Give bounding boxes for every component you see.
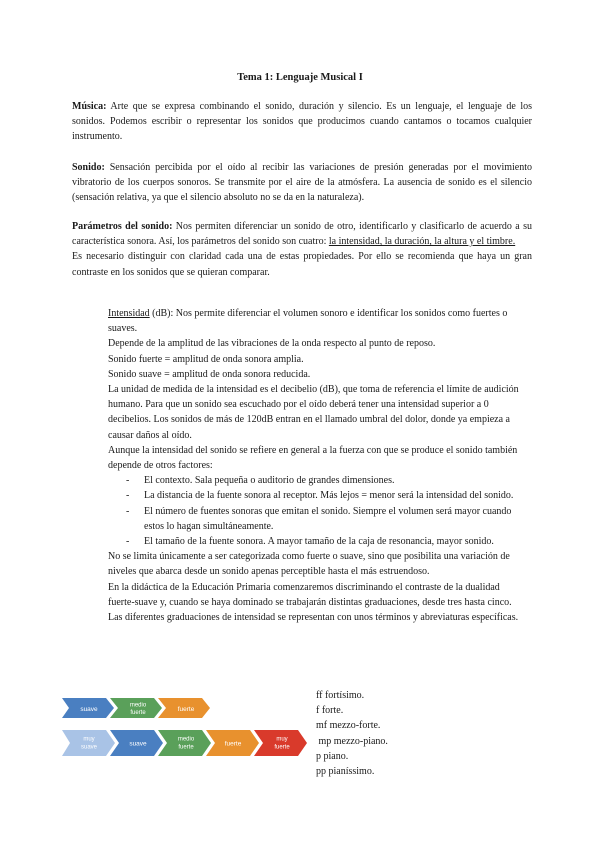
chevron-suave <box>62 698 114 718</box>
abbreviation-item: mf mezzo-forte. <box>316 720 381 732</box>
chevron-label: medio <box>129 702 147 709</box>
paragraph-parametros <box>72 219 532 280</box>
chevron-label: fuerte <box>224 740 242 748</box>
chevron-shape <box>62 730 115 756</box>
chevron-label: fuerte <box>177 706 195 713</box>
chevron-suave <box>110 730 163 756</box>
intensidad-line: Sonido fuerte = amplitud de onda sonora amplia. <box>108 353 304 365</box>
chevron-label: muy <box>276 736 288 743</box>
term-parametros: Parámetros del sonido: <box>72 221 173 232</box>
bullet-text: El número de fuentes sonoras que emitan el sonido. Siempre el volumen será mayor cuando estos lo hagan simultáneamente. <box>144 505 512 532</box>
paragraph-musica <box>72 99 532 145</box>
term-sonido: Sonido: <box>72 162 105 173</box>
chevron-muy-suave <box>62 730 115 756</box>
chevron-label: suave <box>80 706 98 713</box>
bullet-text: La distancia de la fuente sonora al receptor. Más lejos = menor será la intensidad del sonido. <box>144 490 514 502</box>
chevron-label: medio <box>177 736 195 743</box>
abbreviation-item: ff fortísimo. <box>316 690 365 701</box>
chevron-label: muy <box>83 736 95 743</box>
abbreviation-item: p piano. <box>316 750 349 762</box>
chevron-label-2: fuerte <box>130 710 146 716</box>
intensidad-closing: En la didáctica de la Educación Primaria comenzaremos discriminando el contraste de la dualidad fuerte-suave y, cuando se haya dominado se trabajarán distintas graduaciones, desde tres hasta cinco. <box>108 581 512 608</box>
intensity-chevrons-5-levels <box>62 728 314 758</box>
term-musica: Música: <box>72 101 107 112</box>
bullet-mark: - <box>126 536 130 548</box>
text-musica: Arte que se expresa combinando el sonido, duración y silencio. Es un lenguaje, el lenguaje de los sonidos. Podemos escribir o representar los sonidos que producimos cuando cantamos o tocamos cualquier instrumento. <box>72 101 532 143</box>
chevron-fuerte <box>206 730 259 756</box>
chevron-shape <box>254 730 307 756</box>
text-parametros: Nos permiten diferenciar un sonido de otro, identificarlo y clasificarlo de acuerdo a su característica sonora. Así, los parámetros del sonido son cuatro: <box>72 221 532 248</box>
abbreviation-item: mp mezzo-piano. <box>316 735 388 747</box>
chevron-label-2: suave <box>80 744 98 751</box>
chevron-label-2: fuerte <box>274 744 290 751</box>
chevron-medio-fuerte <box>110 698 162 718</box>
intensidad-section <box>108 306 528 625</box>
chevron-fuerte <box>158 698 210 718</box>
intensidad-closing: Las diferentes graduaciones de intensidad se representan con unos términos y abreviaturas específicas. <box>108 612 519 624</box>
abbreviation-item: f forte. <box>316 705 344 717</box>
intensidad-line: La unidad de medida de la intensidad es el decibelio (dB), que toma de referencia el límite de audición humano. Para que un sonido sea escuchado por el oído deberá tener una intensidad superior a 0 decibelios. Los sonidos de más de 120dB entran en el llamado umbral del dolor, donde ya empieza a causar daños al oído. <box>108 384 519 441</box>
text-sonido: Sensación percibida por el oído al recibir las variaciones de presión generadas por el movimiento vibratorio de los cuerpos sonoros. Se transmite por el aire de la atmósfera. La ausencia de sonido es el silencio (sensación relativa, ya que el silencio absoluto no se da en la naturaleza). <box>72 162 532 204</box>
list-item <box>108 488 528 503</box>
list-item <box>108 473 528 488</box>
chevron-label: suave <box>129 740 147 748</box>
chevron-label-2: fuerte <box>178 744 194 751</box>
bullet-text: El contexto. Sala pequeña o auditorio de grandes dimensiones. <box>144 475 395 487</box>
paragraph-sonido <box>72 160 532 206</box>
intensidad-definition: (dB): Nos permite diferenciar el volumen sonoro e identificar los sonidos como fuertes o suaves. <box>108 308 508 335</box>
bullet-mark: - <box>126 505 130 517</box>
intensidad-line: Depende de la amplitud de las vibraciones de la onda respecto al punto de reposo. <box>108 338 436 350</box>
intensity-chevrons-3-levels <box>62 696 222 720</box>
text-parametros-after: Es necesario distinguir con claridad cada una de estas propiedades. Por ello se recomienda que haya un gran contraste en los sonidos que se quieran comparar. <box>72 251 532 278</box>
page-title: Tema 1: Lenguaje Musical I <box>237 72 363 83</box>
chevron-muy-fuerte <box>254 730 307 756</box>
bullet-mark: - <box>126 490 130 502</box>
term-intensidad: Intensidad <box>108 308 150 319</box>
intensidad-line: Sonido suave = amplitud de onda sonora reducida. <box>108 368 311 380</box>
bullet-mark: - <box>126 475 130 487</box>
dynamics-abbreviations <box>316 688 388 779</box>
abbreviation-item: pp pianíssimo. <box>316 766 375 778</box>
intensidad-line: Aunque la intensidad del sonido se refiere en general a la fuerza con que se produce el sonido también depende de otros factores: <box>108 444 518 472</box>
list-item <box>108 504 528 534</box>
intensidad-intro <box>108 306 528 336</box>
chevron-shape <box>158 730 211 756</box>
list-item <box>108 534 528 549</box>
intensidad-closing: No se limita únicamente a ser categorizada como fuerte o suave, sino que posibilita una variación de niveles que abarca desde un sonido apenas perceptible hasta el más estruendoso. <box>108 551 510 578</box>
parametros-list: la intensidad, la duración, la altura y el timbre. <box>328 236 516 248</box>
chevron-medio-fuerte <box>158 730 211 756</box>
bullet-text: El tamaño de la fuente sonora. A mayor tamaño de la caja de resonancia, mayor sonido. <box>144 536 494 548</box>
